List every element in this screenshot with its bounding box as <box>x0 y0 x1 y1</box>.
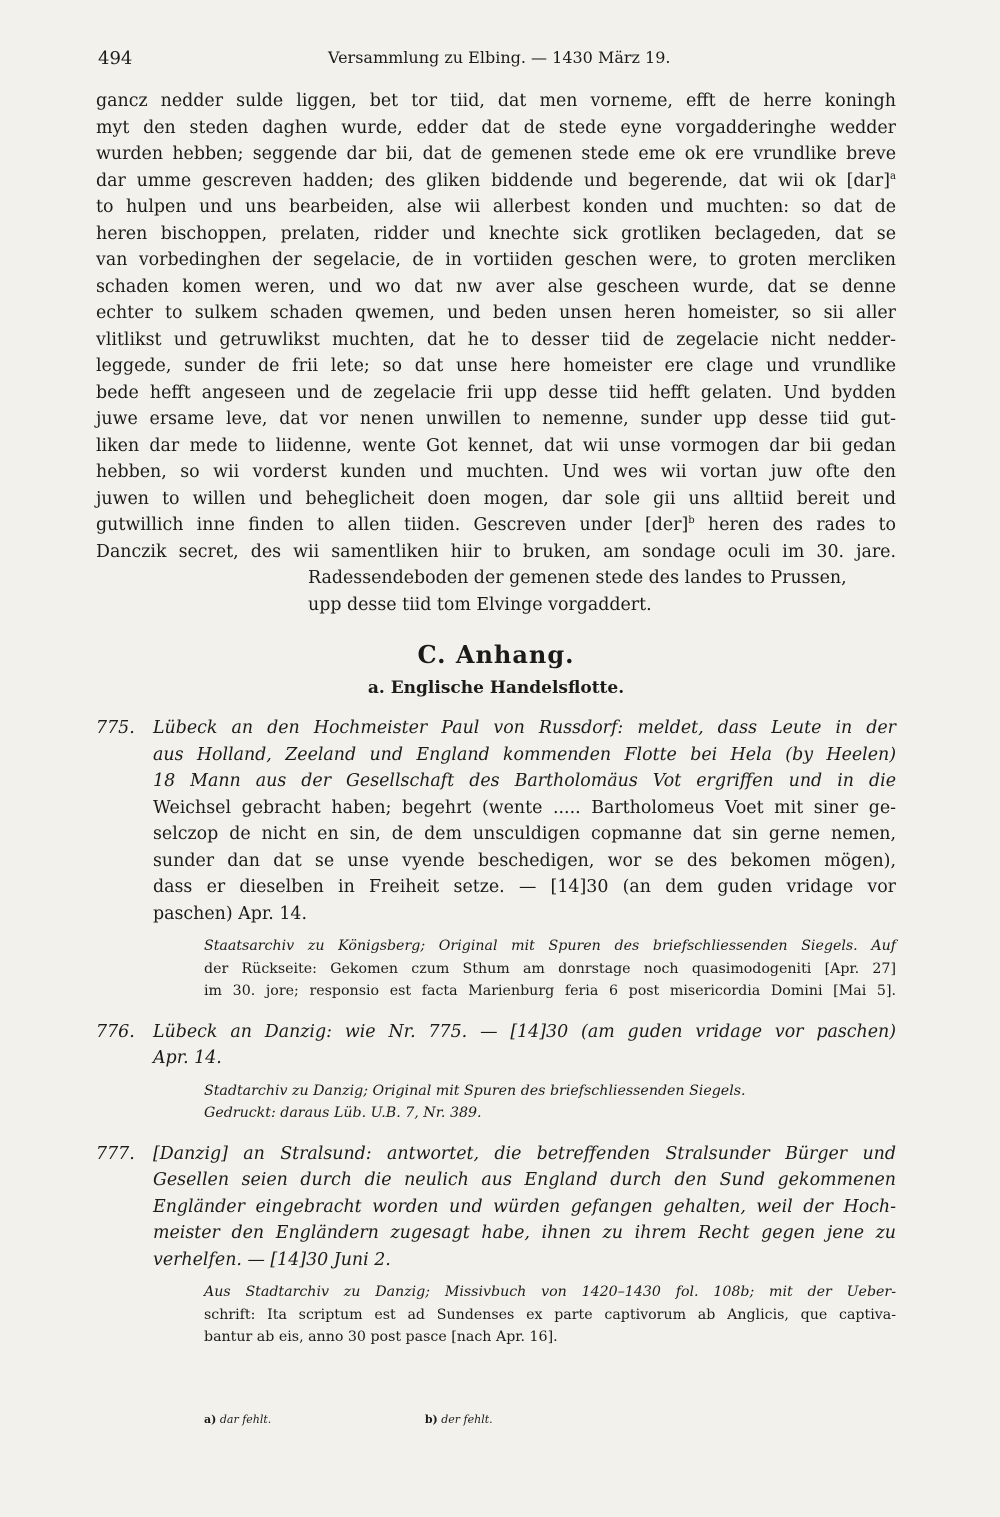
source-line: schrift: Ita scriptum est ad Sundenses ex parte captivorum ab Anglicis, que captiva- <box>204 1306 896 1323</box>
text-line: Gesellen seien durch die neulich aus England durch den Sund gekommenen <box>153 1170 896 1190</box>
text-line: dass er dieselben in Freiheit setze. — [14]30 (an dem guden vridage vor <box>153 877 896 897</box>
text-line: heren bischoppen, prelaten, ridder und knechte sick grotliken beclageden, dat se <box>96 223 896 244</box>
text-line: echter to sulkem schaden qwemen, und beden unsen heren homeister, so sii aller <box>96 303 896 323</box>
text-line: aus Holland, Zeeland und England kommenden Flotte bei Hela (by Heelen) <box>153 744 896 765</box>
text-line: bede hefft angeseen und de zegelacie frii upp desse tiid hefft gelaten. Und bydden <box>96 382 896 403</box>
text-line: hebben, so wii vorderst kunden und muchten. Und wes wii vortan juw ofte den <box>96 462 896 482</box>
text-line: schaden komen weren, und wo dat nw aver alse gescheen wurde, dat se denne <box>96 276 896 297</box>
entry-number: 775. <box>96 718 135 738</box>
page-number: 494 <box>98 48 133 69</box>
text-line: Engländer eingebracht worden und würden gefangen gehalten, weil der Hoch- <box>153 1196 896 1217</box>
text-line: Lübeck an den Hochmeister Paul von Russdorf: meldet, dass Leute in der <box>153 718 896 738</box>
source-line: Staatsarchiv zu Königsberg; Original mit Spuren des briefschliessenden Siegels. Auf <box>204 938 896 954</box>
source-note <box>96 935 896 1003</box>
footnote-label: b) <box>424 1413 438 1426</box>
entry-775 <box>96 715 896 1003</box>
source-line: im 30. jore; responsio est facta Marienburg feria 6 post misericordia Domini [Mai 5]. <box>204 983 896 999</box>
footnote-label: a) <box>204 1413 217 1426</box>
letter-text <box>96 88 896 618</box>
text-line: gancz nedder sulde liggen, bet tor tiid, dat men vorneme, efft de herre koningh <box>96 91 896 111</box>
text-line: wurden hebben; seggende dar bii, dat de gemenen stede eme ok ere vrundlike breve <box>96 144 896 164</box>
text-line <box>96 168 896 195</box>
text-line: Lübeck an Danzig: wie Nr. 775. — [14]30 (am guden vridage vor paschen) <box>153 1021 896 1042</box>
source-line: Gedruckt: daraus Lüb. U.B. 7, Nr. 389. <box>204 1105 482 1121</box>
text-fragment: heren des rades to <box>694 515 896 535</box>
text-line: Apr. 14. <box>153 1048 222 1068</box>
source-note <box>96 1080 896 1125</box>
footnote <box>425 1413 493 1426</box>
running-header <box>96 44 904 74</box>
text-line: vlitlikst und getruwlikst muchten, dat he to desser tiid de zegelacie nicht nedder- <box>96 329 896 350</box>
footnote-text: dar fehlt. <box>219 1413 272 1426</box>
text-line: myt den steden daghen wurde, edder dat de stede eyne vorgadderinghe wedder <box>96 117 896 138</box>
text-line: to hulpen und uns bearbeiden, alse wii allerbest konden und muchten: so dat de <box>96 197 896 217</box>
footnote-text: der fehlt. <box>441 1413 493 1426</box>
subsection-title: a. Englische Handelsflotte. <box>367 677 625 698</box>
source-line: bantur ab eis, anno 30 post pasce [nach Apr. 16]. <box>204 1329 558 1345</box>
text-line: Weichsel gebracht haben; begehrt (wente ..... Bartholomeus Voet mit siner ge- <box>153 797 896 818</box>
text-line: van vorbedinghen der segelacie, de in vortiiden geschen were, to groten mercliken <box>96 250 896 270</box>
text-line: juwen to willen und beheglicheit doen mogen, dar sole gii uns alltiid bereit und <box>96 488 896 509</box>
source-line: Aus Stadtarchiv zu Danzig; Missivbuch von 1420–1430 fol. 108b; mit der Ueber- <box>204 1284 896 1300</box>
page-body <box>96 88 896 1365</box>
entry-number: 776. <box>96 1021 135 1042</box>
text-fragment: dar umme gescreven hadden; des gliken biddende und begerende, dat wii ok [dar] <box>96 170 891 191</box>
entry-text <box>96 1019 896 1072</box>
text-line: verhelfen. — [14]30 Juni 2. <box>153 1249 391 1270</box>
footnotes <box>204 1413 643 1426</box>
section-title: C. Anhang. <box>417 640 575 669</box>
text-line: 18 Mann aus der Gesellschaft des Bartholomäus Vot ergriffen und in die <box>153 771 896 791</box>
text-line: sunder dan dat se unse vyende beschedigen, wor se des bekomen mögen), <box>153 850 896 871</box>
text-line: juwe ersame leve, dat vor nenen unwillen to nemenne, sunder upp desse tiid gut- <box>96 409 896 429</box>
running-title: Versammlung zu Elbing. — 1430 März 19. <box>328 48 671 67</box>
text-line: leggede, sunder de frii lete; so dat unse here homeister ere clage und vrundlike <box>96 356 896 376</box>
text-line: [Danzig] an Stralsund: antwortet, die betreffenden Stralsunder Bürger und <box>153 1143 896 1164</box>
text-line: meister den Engländern zugesagt habe, ihnen zu ihrem Recht gegen jene zu <box>153 1223 896 1243</box>
text-line: paschen) Apr. 14. <box>153 903 307 924</box>
entry-776 <box>96 1019 896 1125</box>
entry-text <box>96 1141 896 1274</box>
signature-line: upp desse tiid tom Elvinge vorgaddert. <box>308 594 652 615</box>
signature-line: Radessendeboden der gemenen stede des landes to Prussen, <box>308 568 847 588</box>
footnote-marker: a <box>890 170 896 182</box>
entry-text <box>96 715 896 927</box>
entry-number: 777. <box>96 1143 135 1164</box>
text-line: selczop de nicht en sin, de dem unsculdigen copmanne dat sin gerne nemen, <box>153 824 896 844</box>
source-line: der Rückseite: Gekomen czum Sthum am donrstage noch quasimodogeniti [Apr. 27] <box>204 960 896 977</box>
footnote <box>204 1413 271 1426</box>
text-line: liken dar mede to liidenne, wente Got kennet, dat wii unse vormogen dar bii gedan <box>96 435 896 456</box>
source-line: Stadtarchiv zu Danzig; Original mit Spuren des briefschliessenden Siegels. <box>204 1082 746 1099</box>
text-line: Danczik secret, des wii samentliken hiir to bruken, am sondage oculi im 30. jare. <box>96 541 896 562</box>
entry-777 <box>96 1141 896 1349</box>
source-note <box>96 1281 896 1349</box>
footnote-marker: b <box>688 515 695 526</box>
text-fragment: gutwillich inne finden to allen tiiden. Gescreven under [der] <box>96 515 689 535</box>
text-line <box>96 512 896 539</box>
